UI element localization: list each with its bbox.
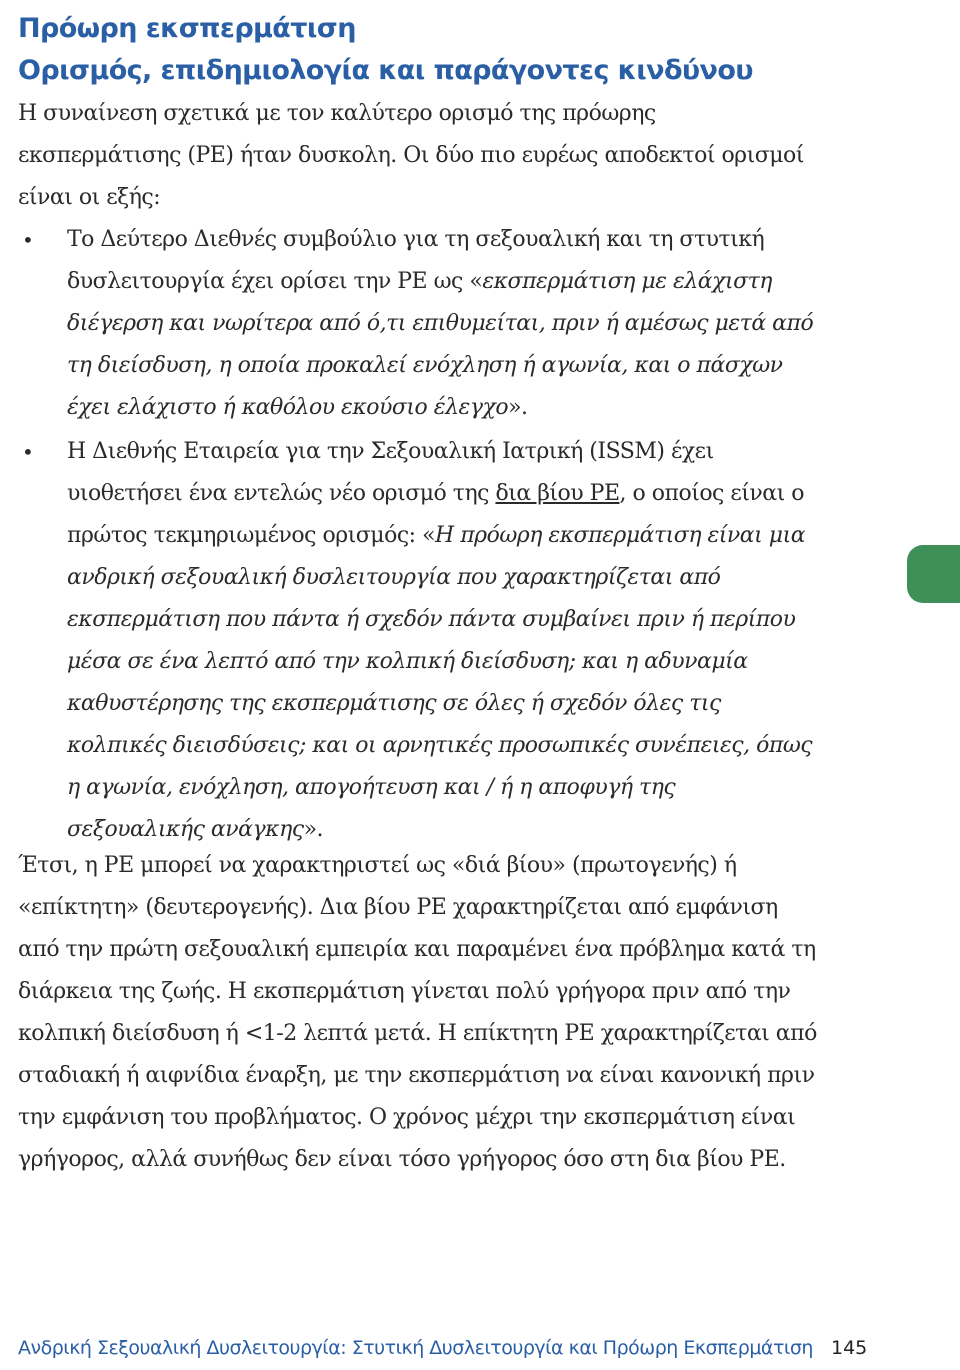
definitions-list	[18, 219, 818, 851]
list-item	[18, 431, 818, 851]
definition-lead: Η Διεθνής Εταιρεία για την Σεξουαλική Ιατρική (ISSM) έχει υιοθετήσει ένα εντελώς νέο ορισμό της	[67, 439, 714, 506]
chapter-tab-marker	[907, 545, 960, 603]
definition-quote: εκσπερμάτιση με ελάχιστη διέγερση και νωρίτερα από ό,τι επιθυμείται, πριν ή αμέσως μετά από τη διείσδυση, η οποία προκαλεί ενόχληση ή αγωνία, και ο πάσχων έχει ελάχιστο ή καθόλου εκούσιο έλεγχο	[67, 269, 814, 420]
definition-tail: ».	[303, 817, 324, 842]
bullet-icon: •	[22, 440, 34, 464]
definition-middle: , ο οποίος είναι ο πρώτος τεκμηριωμένος ορισμός: «	[67, 481, 804, 548]
list-item	[18, 219, 818, 429]
section-subtitle: Ορισμός, επιδημιολογία και παράγοντες κινδύνου	[18, 55, 753, 86]
classification-paragraph: Έτσι, η PE μπορεί να χαρακτηριστεί ως «διά βίου» (πρωτογενής) ή «επίκτητη» (δευτερογενής). Δια βίου PE χαρακτηρίζεται από εμφάνιση από την πρώτη σεξουαλική εμπειρία και παραμένει ένα πρόβλημα κατά τη διάρκεια της ζωής. Η εκσπερμάτιση γίνεται πολύ γρήγορα πριν από την κολπική διείσδυση ή <1-2 λεπτά μετά. Η επίκτητη PE χαρακτηρίζεται από σταδιακή ή αιφνίδια έναρξη, με την εκσπερμάτιση να είναι κανονική πριν την εμφάνιση του προβλήματος. Ο χρόνος μέχρι την εκσπερμάτιση είναι γρήγορος, αλλά συνήθως δεν είναι τόσο γρήγορος όσο στη δια βίου PE.	[18, 853, 817, 1172]
page-number: 145	[831, 1337, 868, 1359]
definition-tail: ».	[508, 395, 528, 420]
bullet-icon: •	[22, 228, 34, 252]
underlined-term: δια βίου PE	[495, 481, 620, 506]
intro-paragraph: Η συναίνεση σχετικά με τον καλύτερο ορισμό της πρόωρης εκσπερμάτισης (PE) ήταν δυσκολη. Οι δύο πιο ευρέως αποδεκτοί ορισμοί είναι οι εξής:	[18, 101, 804, 210]
definition-quote: Η πρόωρη εκσπερμάτιση είναι μια ανδρική σεξουαλική δυσλειτουργία που χαρακτηρίζεται από εκσπερμάτιση που πάντα ή σχεδόν πάντα συμβαίνει πριν ή περίπου μέσα σε ένα λεπτό από την κολπική διείσδυση; και η αδυναμία καθυστέρησης της εκσπερμάτισης σε όλες ή σχεδόν όλες τις κολπικές διεισδύσεις; και οι αρνητικές προσωπικές συνέπειες, όπως η αγωνία, ενόχληση, απογοήτευση και / ή η αποφυγή της σεξουαλικής ανάγκης	[67, 523, 813, 842]
page-title: Πρόωρη εκσπερμάτιση	[18, 13, 356, 44]
running-footer-title: Ανδρική Σεξουαλική Δυσλειτουργία: Στυτική Δυσλειτουργία και Πρόωρη Εκσπερμάτιση	[18, 1337, 813, 1359]
definition-lead: Το Δεύτερο Διεθνές συμβούλιο για τη σεξουαλική και τη στυτική δυσλειτουργία έχει ορίσει την PE ως «	[67, 227, 765, 294]
